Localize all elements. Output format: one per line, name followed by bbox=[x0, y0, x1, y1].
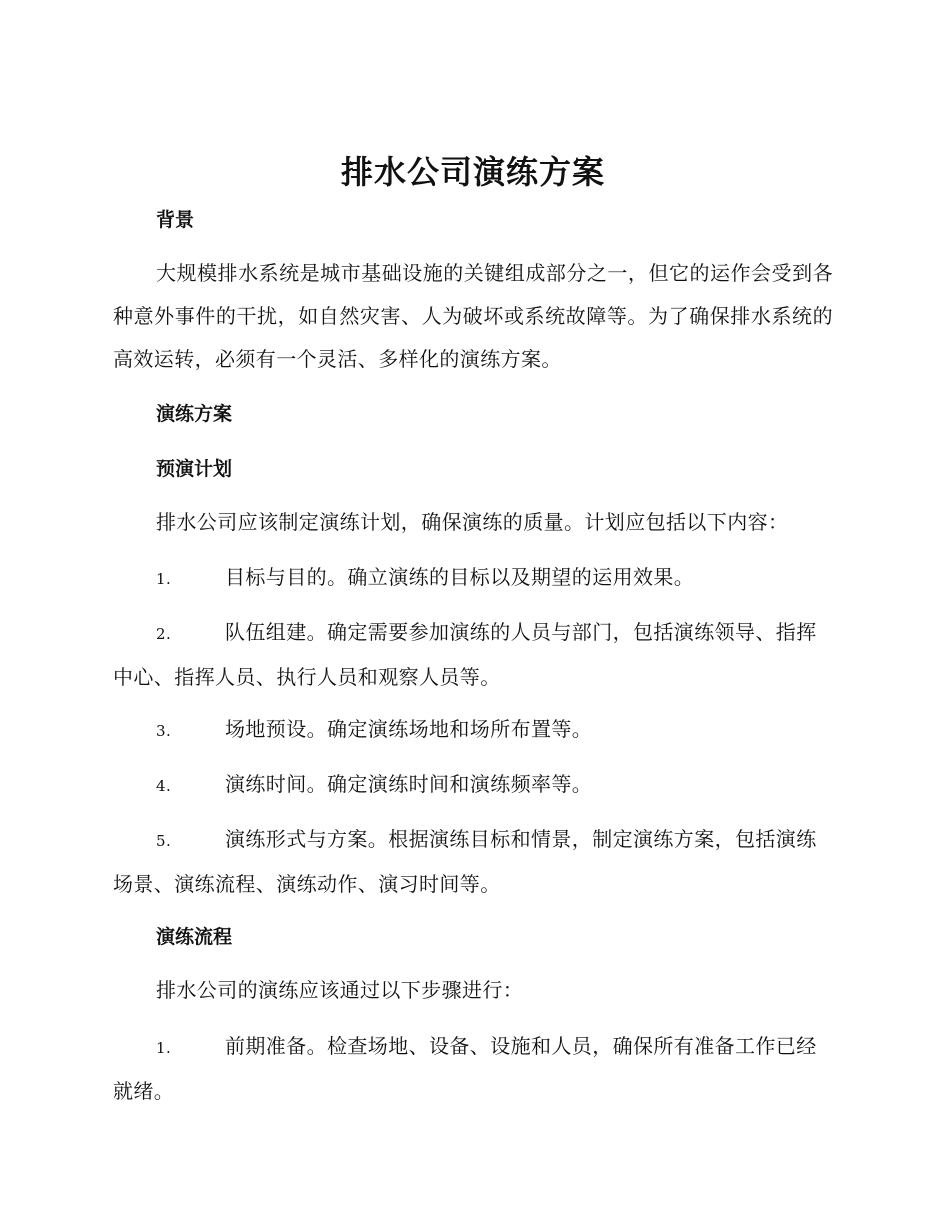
background-paragraph: 大规模排水系统是城市基础设施的关键组成部分之一，但它的运作会受到各种意外事件的干扰，如自然灾害、人为破坏或系统故障等。为了确保排水系统的高效运转，必须有一个灵活、多样化的演练方案。 bbox=[113, 261, 833, 371]
list-item-text: 演练时间。确定演练时间和演练频率等。 bbox=[225, 772, 593, 796]
list-item bbox=[113, 708, 833, 753]
list-item-text: 场地预设。确定演练场地和场所布置等。 bbox=[225, 717, 593, 741]
section-heading-drill-process: 演练流程 bbox=[156, 926, 233, 948]
list-item-text: 队伍组建。确定需要参加演练的人员与部门，包括演练领导、指挥中心、指挥人员、执行人员和观察人员等。 bbox=[113, 620, 817, 689]
list-item-number: 1. bbox=[156, 570, 172, 588]
document-title: 排水公司演练方案 bbox=[340, 153, 605, 191]
list-item bbox=[113, 1025, 833, 1113]
list-item-text: 前期准备。检查场地、设备、设施和人员，确保所有准备工作已经就绪。 bbox=[113, 1034, 817, 1103]
rehearsal-plan-intro: 排水公司应该制定演练计划，确保演练的质量。计划应包括以下内容： bbox=[156, 510, 789, 534]
section-heading-background: 背景 bbox=[156, 209, 195, 231]
list-item-text: 目标与目的。确立演练的目标以及期望的运用效果。 bbox=[225, 565, 695, 589]
list-item-number: 1. bbox=[156, 1039, 172, 1057]
list-item-number: 3. bbox=[156, 722, 172, 740]
list-item-number: 5. bbox=[156, 832, 172, 850]
list-item bbox=[113, 763, 833, 808]
list-item bbox=[113, 611, 833, 699]
section-heading-rehearsal-plan: 预演计划 bbox=[156, 458, 233, 480]
list-item bbox=[113, 818, 833, 906]
drill-process-intro: 排水公司的演练应该通过以下步骤进行： bbox=[156, 978, 524, 1002]
list-item-number: 4. bbox=[156, 777, 172, 795]
list-item-number: 2. bbox=[156, 625, 172, 643]
list-item-text: 演练形式与方案。根据演练目标和情景，制定演练方案，包括演练场景、演练流程、演练动作、演习时间等。 bbox=[113, 827, 817, 896]
list-item bbox=[113, 556, 833, 601]
section-heading-drill-plan: 演练方案 bbox=[156, 403, 233, 425]
